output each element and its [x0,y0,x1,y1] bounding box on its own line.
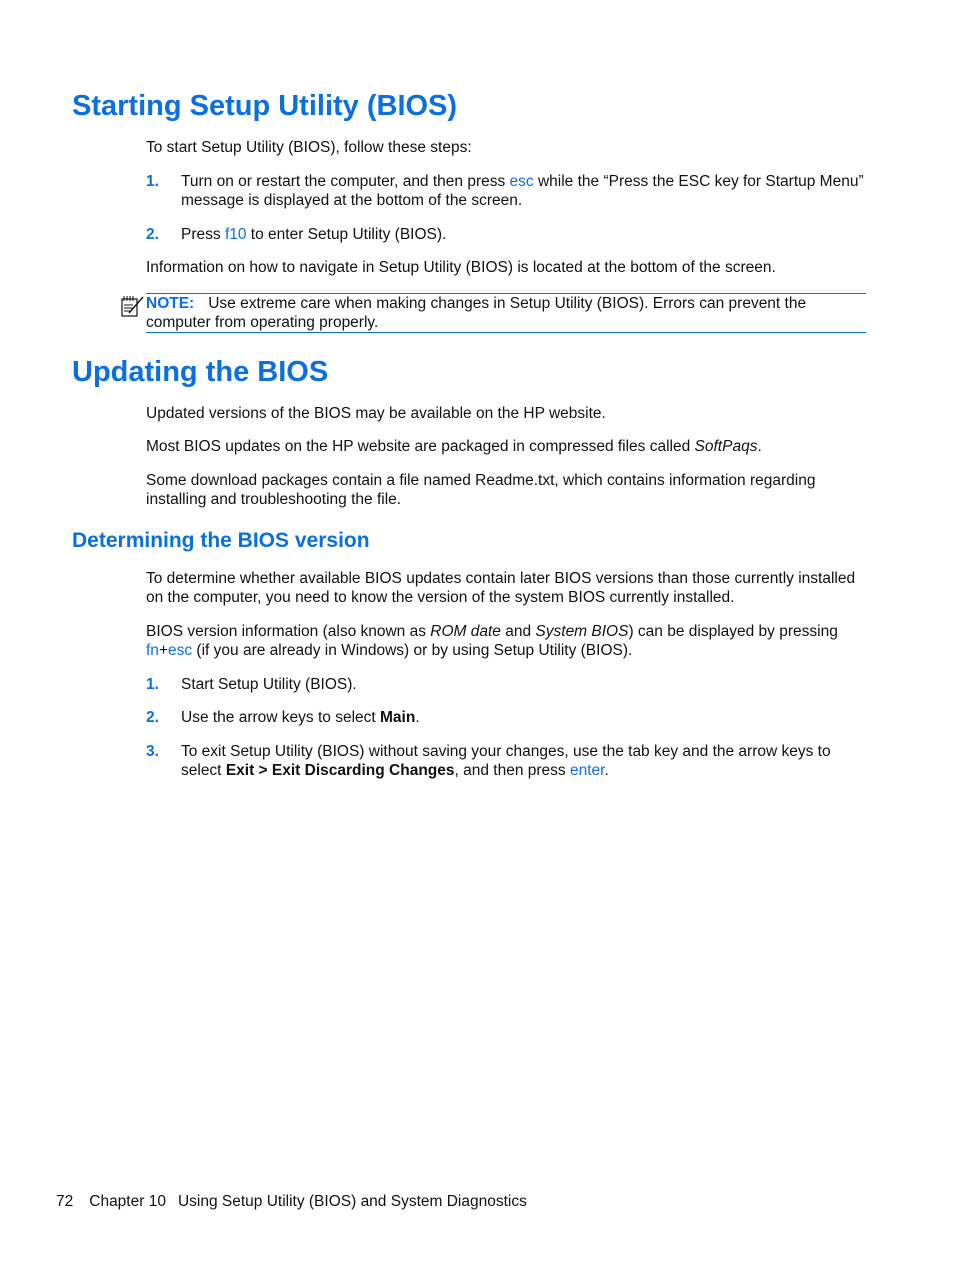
navigation-info: Information on how to navigate in Setup Utility (BIOS) is located at the bottom of the screen. [146,259,776,276]
heading-determining-bios-version: Determining the BIOS version [72,529,370,552]
note-body [146,294,866,332]
step-text-post: to enter Setup Utility (BIOS). [246,226,447,243]
step-text [181,708,866,727]
p2-pre: BIOS version information (also known as [146,623,431,640]
key-fn: fn [146,642,159,659]
key-enter: enter [569,762,605,779]
step-text: Start Setup Utility (BIOS). [181,676,357,693]
paragraph-version-info [146,622,866,660]
system-bios-term: System BIOS [535,623,629,640]
chapter-label: Chapter 10 [89,1193,166,1210]
key-esc: esc [509,173,534,190]
heading-starting-setup-utility: Starting Setup Utility (BIOS) [72,90,458,122]
step-text [181,742,866,780]
step-text-pre: To exit Setup Utility (BIOS) without saving your changes, use the tab key and the arrow keys to select [181,743,831,779]
p2-mid: and [500,623,536,640]
note-box [146,293,866,333]
p2-post: . [757,438,762,455]
p2-pre: Most BIOS updates on the HP website are packaged in compressed files called [146,438,695,455]
paragraph-softpaqs [146,437,866,456]
paragraph-updated-versions: Updated versions of the BIOS may be available on the HP website. [146,405,606,422]
step-text-pre: Press [181,226,225,243]
step-text-post: . [604,762,609,779]
step-number: 3. [146,743,159,760]
step-number: 2. [146,709,159,726]
note-icon [119,294,145,323]
chapter-title: Using Setup Utility (BIOS) and System Diagnostics [177,1193,527,1210]
step-number: 1. [146,173,159,190]
step-text-post: . [415,709,420,726]
step-number: 2. [146,226,159,243]
intro-text: To start Setup Utility (BIOS), follow these steps: [146,139,472,156]
step-text-pre: Use the arrow keys to select [181,709,380,726]
plus-sign: + [158,642,168,659]
note-label: NOTE: [146,295,195,312]
step-text-post: while the “Press the ESC key for Startup Menu” message is displayed at the bottom of the screen. [181,173,864,209]
step-text-mid: , and then press [454,762,570,779]
page-number: 72 [56,1193,74,1210]
paragraph-determine-version: To determine whether available BIOS updates contain later BIOS versions than those currently installed on the computer, you need to know the version of the system BIOS currently installed. [146,570,856,606]
note-text: Use extreme care when making changes in Setup Utility (BIOS). Errors can prevent the computer from operating properly. [146,295,807,331]
exit-discarding-term: Exit > Exit Discarding Changes [225,762,455,779]
softpaqs-term: SoftPaqs [694,438,758,455]
rom-date-term: ROM date [430,623,501,640]
key-esc: esc [168,642,193,659]
heading-updating-the-bios: Updating the BIOS [72,356,329,388]
main-menu-term: Main [380,709,416,726]
p2-post: ) can be displayed by pressing [628,623,838,640]
paragraph-readme: Some download packages contain a file named Readme.txt, which contains information regarding installing and troubleshooting the file. [146,472,816,508]
page-footer [56,1192,527,1211]
step-text [181,172,866,210]
step-number: 1. [146,676,159,693]
p2-end: (if you are already in Windows) or by using Setup Utility (BIOS). [192,642,633,659]
key-f10: f10 [224,226,247,243]
step-text [181,225,866,244]
step-text-pre: Turn on or restart the computer, and then press [181,173,510,190]
